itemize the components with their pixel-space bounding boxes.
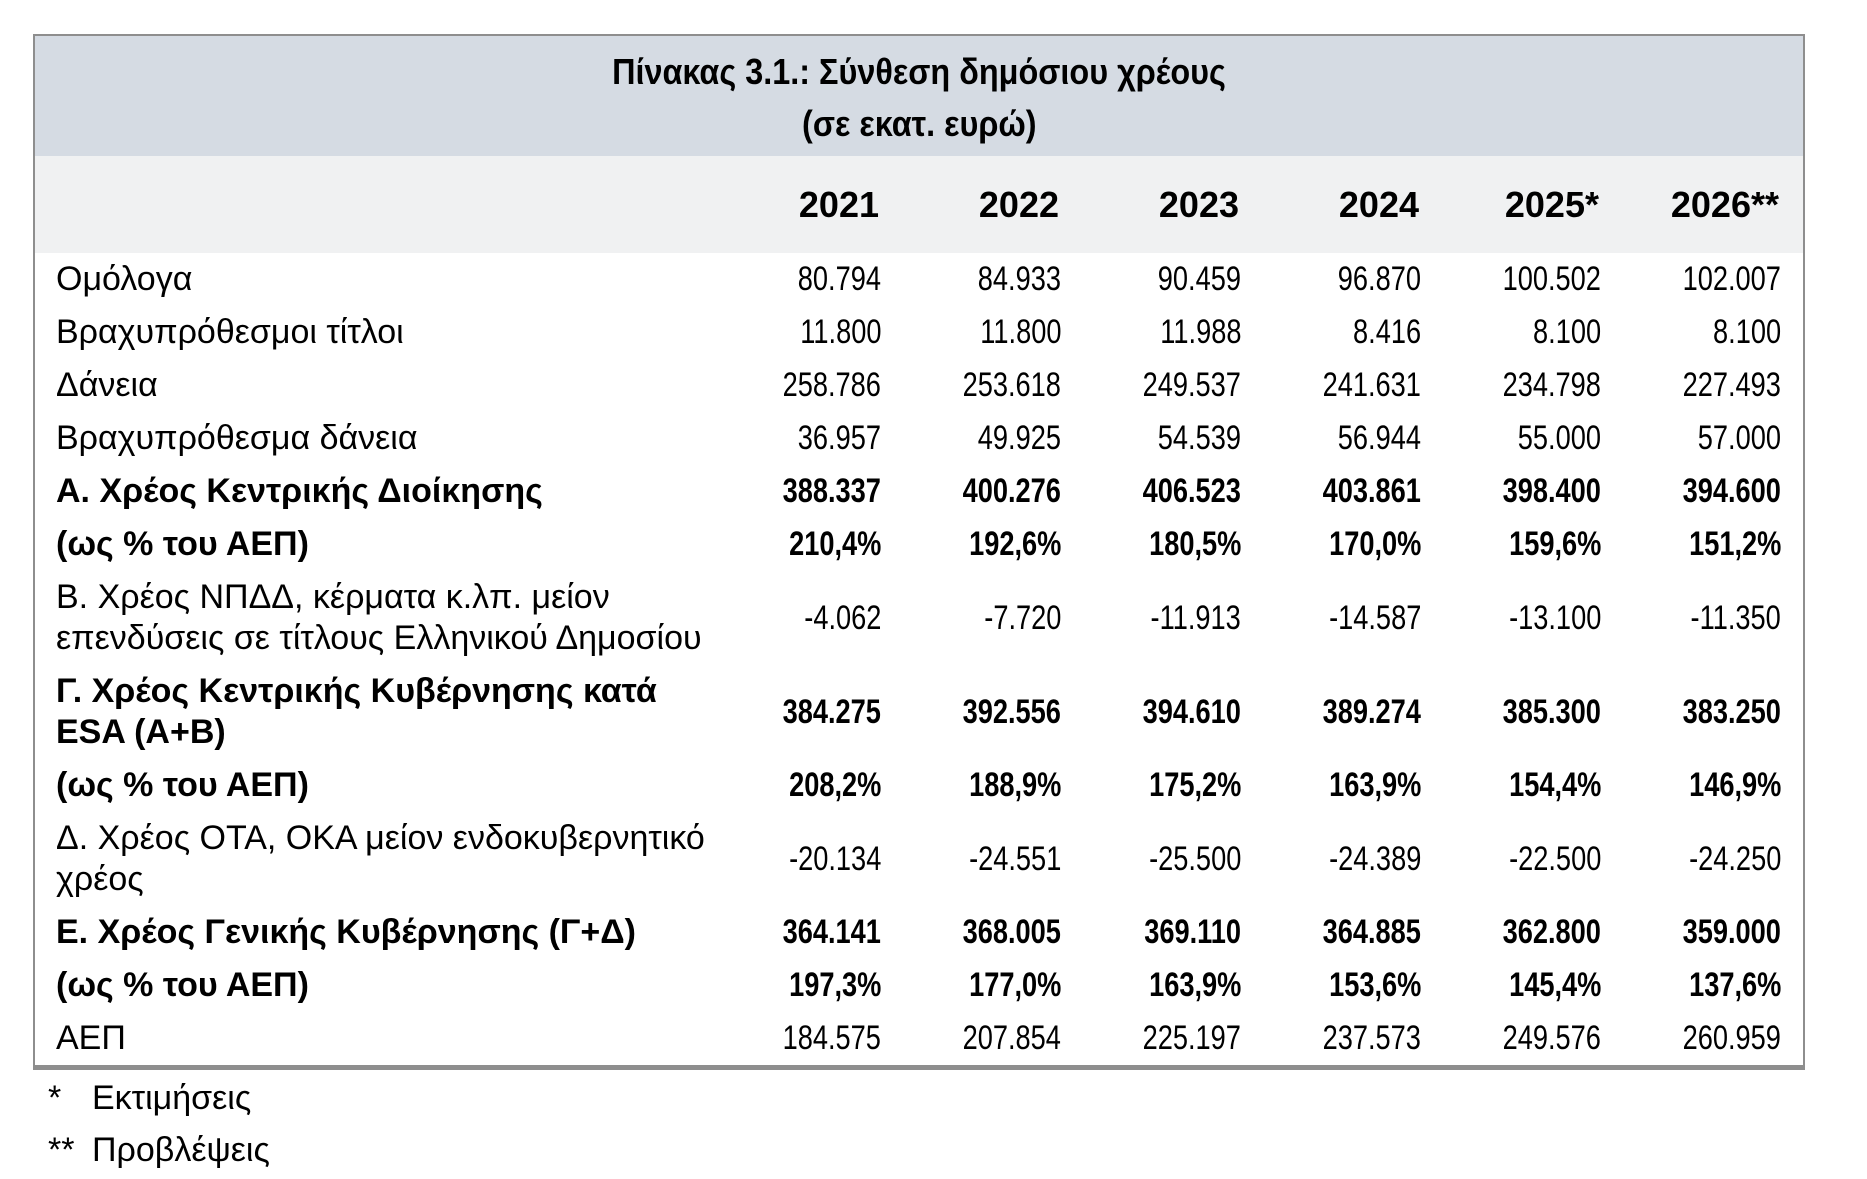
footnotes <box>48 1072 270 1176</box>
cell-value: 241.631 <box>1322 366 1421 404</box>
value-cell <box>903 571 1083 665</box>
value-cell <box>903 959 1083 1012</box>
cell-value: 54.539 <box>1157 419 1241 457</box>
value-cell <box>1083 906 1263 959</box>
value-cell <box>903 253 1083 306</box>
year-header-2025: 2025* <box>1443 156 1623 253</box>
value-cell <box>1263 959 1443 1012</box>
value-cell <box>903 812 1083 906</box>
cell-value: 398.400 <box>1502 472 1601 510</box>
value-cell <box>723 571 903 665</box>
cell-value: 234.798 <box>1502 366 1601 404</box>
cell-value: 11.800 <box>799 313 881 351</box>
value-cell <box>1263 759 1443 812</box>
value-cell <box>903 518 1083 571</box>
value-cell <box>1083 1012 1263 1065</box>
cell-value: -14.587 <box>1328 598 1421 637</box>
value-cell <box>1083 359 1263 412</box>
value-cell <box>1443 959 1623 1012</box>
cell-value: 154,4% <box>1508 766 1601 804</box>
row-label: (ως % του ΑΕΠ) <box>56 966 309 1004</box>
cell-value: -24.389 <box>1328 839 1421 878</box>
cell-value: 258.786 <box>782 366 881 404</box>
value-cell <box>1623 906 1803 959</box>
cell-value: 55.000 <box>1517 419 1601 457</box>
cell-value: 49.925 <box>977 419 1061 457</box>
footnote-marker: ** <box>48 1131 75 1169</box>
cell-value: 227.493 <box>1682 366 1781 404</box>
cell-value: 184.575 <box>782 1019 881 1057</box>
cell-value: 384.275 <box>782 692 881 731</box>
cell-value: 249.537 <box>1142 366 1241 404</box>
footnote-text: Προβλέψεις <box>92 1131 270 1169</box>
value-cell <box>723 518 903 571</box>
value-cell <box>723 465 903 518</box>
cell-value: 368.005 <box>962 913 1061 951</box>
footnote-estimates <box>48 1072 270 1124</box>
cell-value: 11.988 <box>1159 313 1241 351</box>
cell-value: 383.250 <box>1682 692 1781 731</box>
table-row-gdp <box>35 1012 1803 1065</box>
value-cell <box>1263 518 1443 571</box>
empty-header-cell <box>35 156 723 253</box>
cell-value: 207.854 <box>962 1019 1061 1057</box>
value-cell <box>903 359 1083 412</box>
cell-value: 253.618 <box>962 366 1061 404</box>
value-cell <box>1443 759 1623 812</box>
value-cell <box>1443 906 1623 959</box>
value-cell <box>1443 359 1623 412</box>
value-cell <box>1623 959 1803 1012</box>
value-cell <box>1623 359 1803 412</box>
value-cell <box>1443 306 1623 359</box>
value-cell <box>1263 812 1443 906</box>
value-cell <box>1623 518 1803 571</box>
value-cell <box>723 906 903 959</box>
table-subtitle <box>35 98 1803 150</box>
footnote-text: Εκτιμήσεις <box>92 1079 252 1117</box>
year-header-2022: 2022 <box>903 156 1083 253</box>
cell-value: 36.957 <box>797 419 881 457</box>
row-label: Δ. Χρέος ΟΤΑ, ΟΚΑ μείον ενδοκυβερνητικό χρέος <box>56 819 705 898</box>
year-header-2024: 2024 <box>1263 156 1443 253</box>
cell-value: 163,9% <box>1328 766 1421 804</box>
value-cell <box>1623 571 1803 665</box>
cell-value: 57.000 <box>1697 419 1781 457</box>
year-header-2023: 2023 <box>1083 156 1263 253</box>
cell-value: 388.337 <box>782 472 881 510</box>
value-cell <box>1443 812 1623 906</box>
table-title-band <box>35 36 1803 156</box>
value-cell <box>1083 812 1263 906</box>
cell-value: 163,9% <box>1148 966 1241 1004</box>
cell-value: 80.794 <box>797 260 881 298</box>
table-row-pct-gdp-e <box>35 959 1803 1012</box>
cell-value: 137,6% <box>1688 966 1781 1004</box>
value-cell <box>1623 412 1803 465</box>
cell-value: 145,4% <box>1508 966 1601 1004</box>
value-cell <box>1443 665 1623 759</box>
cell-value: 11.800 <box>979 313 1061 351</box>
footnote-projections <box>48 1124 270 1176</box>
row-label: (ως % του ΑΕΠ) <box>56 766 309 804</box>
cell-value: 100.502 <box>1502 260 1601 298</box>
value-cell <box>1263 571 1443 665</box>
cell-value: -7.720 <box>983 598 1061 637</box>
cell-value: 394.600 <box>1682 472 1781 510</box>
value-cell <box>1623 306 1803 359</box>
table-row-npdd-debt <box>35 571 1803 665</box>
table-row-short-term-securities <box>35 306 1803 359</box>
value-cell <box>723 253 903 306</box>
value-cell <box>1263 359 1443 412</box>
value-cell <box>1443 571 1623 665</box>
value-cell <box>1083 465 1263 518</box>
cell-value: -22.500 <box>1508 839 1601 878</box>
row-label: Δάνεια <box>56 366 158 404</box>
table-row-central-administration-debt <box>35 465 1803 518</box>
table-row-loans <box>35 359 1803 412</box>
value-cell <box>1083 253 1263 306</box>
value-cell <box>903 1012 1083 1065</box>
cell-value: -13.100 <box>1508 598 1601 637</box>
cell-value: 208,2% <box>788 766 881 804</box>
row-label: Β. Χρέος ΝΠΔΔ, κέρματα κ.λπ. μείον επενδύσεις σε τίτλους Ελληνικού Δημοσίου <box>56 578 702 657</box>
row-label: (ως % του ΑΕΠ) <box>56 525 309 563</box>
cell-value: 394.610 <box>1142 692 1241 731</box>
cell-value: 175,2% <box>1148 766 1241 804</box>
cell-value: 90.459 <box>1157 260 1241 298</box>
value-cell <box>1443 253 1623 306</box>
cell-value: 369.110 <box>1144 913 1241 951</box>
cell-value: -4.062 <box>803 598 881 637</box>
cell-value: 151,2% <box>1688 525 1781 563</box>
value-cell <box>1623 1012 1803 1065</box>
value-cell <box>1263 412 1443 465</box>
value-cell <box>723 1012 903 1065</box>
value-cell <box>1083 759 1263 812</box>
row-label: ΑΕΠ <box>56 1019 126 1057</box>
value-cell <box>1263 665 1443 759</box>
footnote-marker: * <box>48 1079 62 1117</box>
value-cell <box>903 665 1083 759</box>
table-row-short-term-loans <box>35 412 1803 465</box>
value-cell <box>1623 812 1803 906</box>
table-title-text: Πίνακας 3.1.: Σύνθεση δημόσιου χρέους <box>612 51 1226 92</box>
row-label: Βραχυπρόθεσμα δάνεια <box>56 419 418 457</box>
value-cell <box>1623 253 1803 306</box>
value-cell <box>1083 665 1263 759</box>
cell-value: 177,0% <box>968 966 1061 1004</box>
value-cell <box>1263 253 1443 306</box>
value-cell <box>1623 465 1803 518</box>
table-row-central-government-debt-esa <box>35 665 1803 759</box>
row-label: Γ. Χρέος Κεντρικής Κυβέρνησης κατά ESA (Α+Β) <box>56 672 657 751</box>
value-cell <box>723 812 903 906</box>
row-label: Α. Χρέος Κεντρικής Διοίκησης <box>56 472 543 510</box>
cell-value: -20.134 <box>788 839 881 878</box>
cell-value: 197,3% <box>788 966 881 1004</box>
row-label: Ε. Χρέος Γενικής Κυβέρνησης (Γ+Δ) <box>56 913 636 951</box>
cell-value: 192,6% <box>968 525 1061 563</box>
table-subtitle-text: (σε εκατ. ευρώ) <box>801 103 1037 144</box>
cell-value: 389.274 <box>1322 692 1421 731</box>
table-title <box>35 46 1803 98</box>
cell-value: 180,5% <box>1148 525 1241 563</box>
cell-value: 392.556 <box>962 692 1061 731</box>
value-cell <box>723 959 903 1012</box>
cell-value: -25.500 <box>1148 839 1241 878</box>
value-cell <box>723 359 903 412</box>
table-row-pct-gdp-c <box>35 759 1803 812</box>
value-cell <box>1623 665 1803 759</box>
cell-value: 146,9% <box>1688 766 1781 804</box>
cell-value: 364.141 <box>782 913 881 951</box>
cell-value: -24.250 <box>1688 839 1781 878</box>
year-header-row <box>35 156 1803 253</box>
table-row-bonds <box>35 253 1803 306</box>
table-row-ota-oka-debt <box>35 812 1803 906</box>
value-cell <box>1443 465 1623 518</box>
value-cell <box>1083 571 1263 665</box>
cell-value: 400.276 <box>962 472 1061 510</box>
value-cell <box>1623 759 1803 812</box>
cell-value: 210,4% <box>788 525 881 563</box>
cell-value: 8.100 <box>1532 313 1601 351</box>
cell-value: 225.197 <box>1142 1019 1241 1057</box>
cell-value: 249.576 <box>1502 1019 1601 1057</box>
cell-value: 237.573 <box>1322 1019 1421 1057</box>
cell-value: -24.551 <box>968 839 1061 878</box>
value-cell <box>903 306 1083 359</box>
cell-value: 362.800 <box>1502 913 1601 951</box>
value-cell <box>1263 1012 1443 1065</box>
public-debt-table <box>33 34 1805 1070</box>
value-cell <box>723 665 903 759</box>
cell-value: 406.523 <box>1142 472 1241 510</box>
value-cell <box>1443 1012 1623 1065</box>
value-cell <box>1083 412 1263 465</box>
value-cell <box>903 906 1083 959</box>
cell-value: 260.959 <box>1682 1019 1781 1057</box>
row-label: Βραχυπρόθεσμοι τίτλοι <box>56 313 404 351</box>
debt-data-grid <box>35 156 1803 1065</box>
cell-value: 385.300 <box>1502 692 1601 731</box>
cell-value: 170,0% <box>1328 525 1421 563</box>
value-cell <box>903 759 1083 812</box>
value-cell <box>723 759 903 812</box>
value-cell <box>1443 412 1623 465</box>
cell-value: 102.007 <box>1682 260 1781 298</box>
cell-value: 153,6% <box>1328 966 1421 1004</box>
year-header-2021: 2021 <box>723 156 903 253</box>
value-cell <box>1083 306 1263 359</box>
table-row-general-government-debt <box>35 906 1803 959</box>
value-cell <box>903 412 1083 465</box>
value-cell <box>1443 518 1623 571</box>
cell-value: 8.100 <box>1712 313 1781 351</box>
cell-value: 159,6% <box>1508 525 1601 563</box>
cell-value: 84.933 <box>977 260 1061 298</box>
value-cell <box>1083 518 1263 571</box>
cell-value: 188,9% <box>968 766 1061 804</box>
value-cell <box>1263 906 1443 959</box>
cell-value: 359.000 <box>1682 913 1781 951</box>
cell-value: 96.870 <box>1337 260 1421 298</box>
cell-value: 403.861 <box>1322 472 1421 510</box>
cell-value: 56.944 <box>1337 419 1421 457</box>
cell-value: 8.416 <box>1352 313 1421 351</box>
value-cell <box>903 465 1083 518</box>
value-cell <box>723 412 903 465</box>
value-cell <box>1263 306 1443 359</box>
cell-value: 364.885 <box>1322 913 1421 951</box>
value-cell <box>723 306 903 359</box>
row-label: Ομόλογα <box>56 260 193 298</box>
cell-value: -11.350 <box>1690 598 1781 637</box>
table-row-pct-gdp-a <box>35 518 1803 571</box>
year-header-2026: 2026** <box>1623 156 1803 253</box>
value-cell <box>1083 959 1263 1012</box>
cell-value: -11.913 <box>1150 598 1241 637</box>
value-cell <box>1263 465 1443 518</box>
